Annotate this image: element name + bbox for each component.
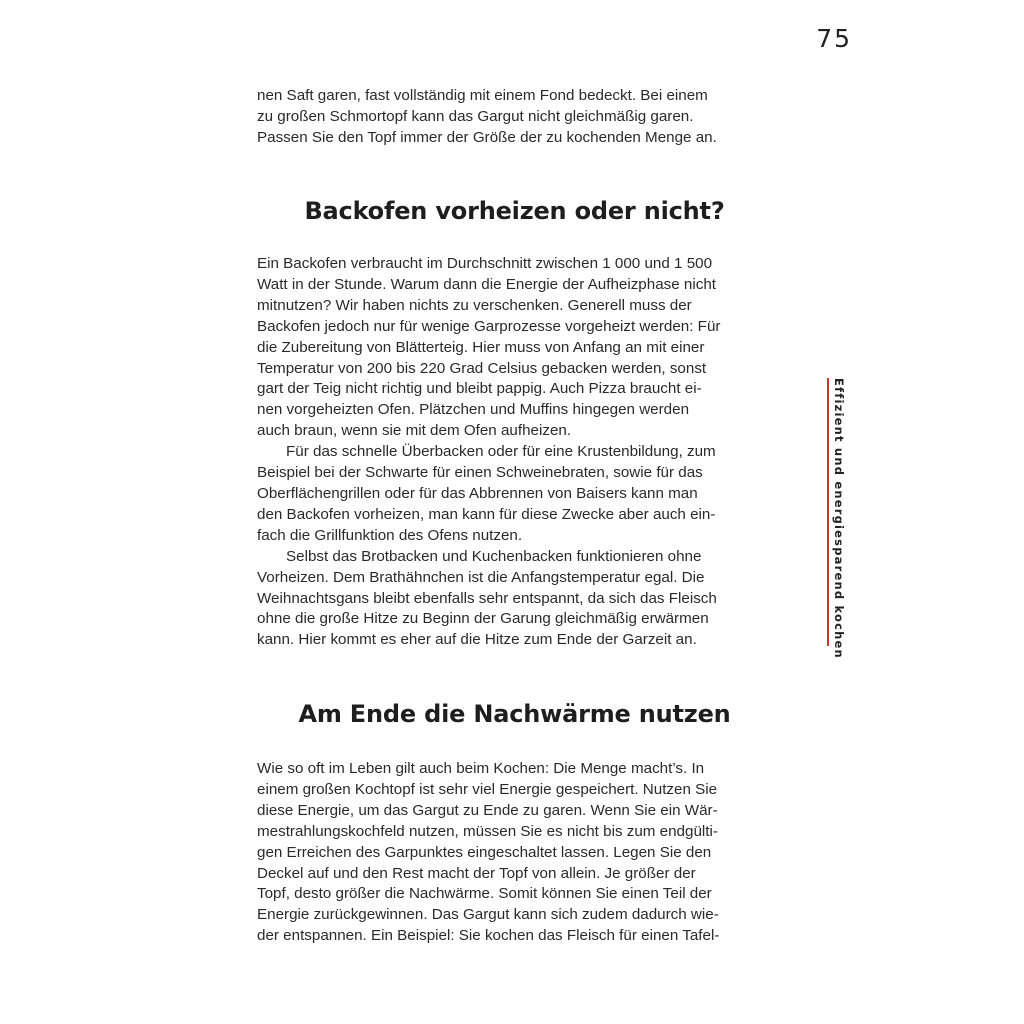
text-line: nen Saft garen, fast vollständig mit einem Fond bedeckt. Bei einem bbox=[257, 87, 708, 104]
text-line: Vorheizen. Dem Brathähnchen ist die Anfangstemperatur egal. Die bbox=[257, 568, 705, 586]
text-line: mestrahlungskochfeld nutzen, müssen Sie es nicht bis zum endgülti- bbox=[257, 822, 718, 840]
text-line: Wie so oft im Leben gilt auch beim Kochen: Die Menge macht’s. In bbox=[257, 760, 705, 777]
chapter-marker-line bbox=[827, 378, 829, 646]
text-line: Ein Backofen verbraucht im Durchschnitt zwischen 1 000 und 1 500 bbox=[257, 255, 713, 272]
text-line: gen Erreichen des Garpunktes eingeschaltet lassen. Legen Sie den bbox=[257, 843, 712, 861]
section-heading-backofen: Backofen vorheizen oder nicht? bbox=[304, 197, 725, 225]
text-line: gart der Teig nicht richtig und bleibt pappig. Auch Pizza braucht ei- bbox=[257, 380, 702, 398]
text-line: mitnutzen? Wir haben nichts zu verschenken. Generell muss der bbox=[257, 296, 692, 314]
text-line: Für das schnelle Überbacken oder für eine Krustenbildung, zum bbox=[286, 443, 716, 461]
section-body-backofen bbox=[257, 254, 772, 651]
text-line: Selbst das Brotbacken und Kuchenbacken funktionieren ohne bbox=[286, 547, 702, 565]
text-line: Backofen jedoch nur für wenige Garprozesse vorgeheizt werden: Für bbox=[257, 317, 721, 335]
text-line: fach die Grillfunktion des Ofens nutzen. bbox=[257, 526, 523, 544]
text-line: die Zubereitung von Blätterteig. Hier muss von Anfang an mit einer bbox=[257, 338, 705, 356]
text-line: diese Energie, um das Gargut zu Ende zu garen. Wenn Sie ein Wär- bbox=[257, 801, 718, 819]
text-line: nen vorgeheizten Ofen. Plätzchen und Muffins hingegen werden bbox=[257, 401, 690, 419]
text-line: kann. Hier kommt es eher auf die Hitze zum Ende der Garzeit an. bbox=[257, 631, 697, 649]
text-line: den Backofen vorheizen, man kann für diese Zwecke aber auch ein- bbox=[257, 505, 716, 523]
text-line: Temperatur von 200 bis 220 Grad Celsius gebacken werden, sonst bbox=[257, 359, 707, 377]
text-line: Beispiel bei der Schwarte für einen Schweinebraten, sowie für das bbox=[257, 464, 703, 482]
page-number: 75 bbox=[816, 24, 852, 53]
text-line: Watt in der Stunde. Warum dann die Energie der Aufheizphase nicht bbox=[257, 275, 716, 293]
text-line: Weihnachtsgans bleibt ebenfalls sehr entspannt, da sich das Fleisch bbox=[257, 589, 717, 607]
chapter-side-label: Effizient und energiesparend kochen bbox=[832, 378, 846, 659]
text-line: der entspannen. Ein Beispiel: Sie kochen das Fleisch für einen Tafel- bbox=[257, 927, 720, 945]
text-line: auch braun, wenn sie mit dem Ofen aufheizen. bbox=[257, 422, 572, 440]
intro-paragraph bbox=[257, 86, 772, 149]
text-line: Oberflächengrillen oder für das Abbrennen von Baisers kann man bbox=[257, 484, 698, 502]
text-line: zu großen Schmortopf kann das Gargut nicht gleichmäßig garen. bbox=[257, 107, 694, 125]
text-line: Passen Sie den Topf immer der Größe der zu kochenden Menge an. bbox=[257, 128, 717, 146]
text-line: Energie zurückgewinnen. Das Gargut kann sich zudem dadurch wie- bbox=[257, 906, 719, 924]
text-line: Topf, desto größer die Nachwärme. Somit können Sie einen Teil der bbox=[257, 885, 712, 903]
text-line: Deckel auf und den Rest macht der Topf von allein. Je größer der bbox=[257, 864, 696, 882]
section-heading-nachwaerme: Am Ende die Nachwärme nutzen bbox=[298, 700, 731, 728]
text-line: einem großen Kochtopf ist sehr viel Energie gespeichert. Nutzen Sie bbox=[257, 780, 718, 798]
section-body-nachwaerme bbox=[257, 759, 772, 947]
text-line: ohne die große Hitze zu Beginn der Garung gleichmäßig erwärmen bbox=[257, 610, 709, 628]
